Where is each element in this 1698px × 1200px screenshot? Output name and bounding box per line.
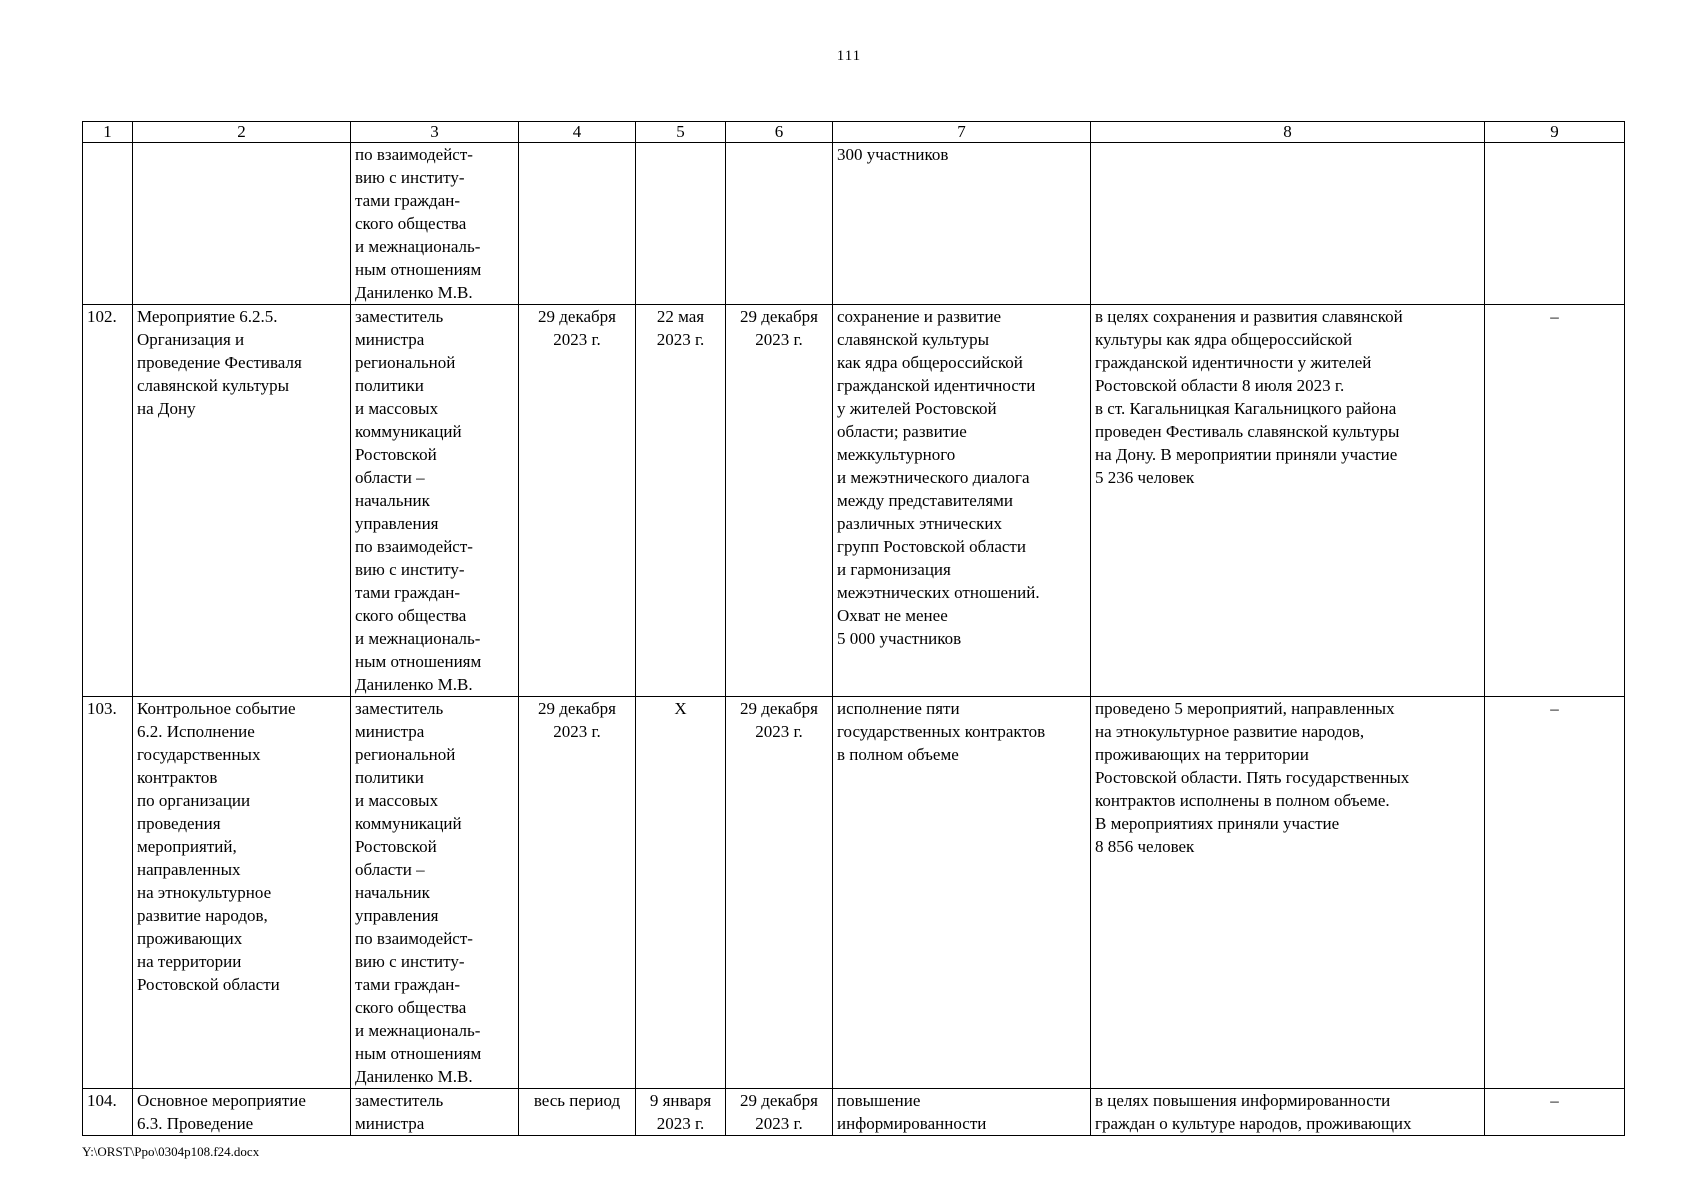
column-header: 3 <box>351 122 519 143</box>
actual-result-cell: проведено 5 мероприятий, направленных на этнокультурное развитие народов, проживающих на территории Ростовской области. Пять государственных контрактов исполнены в полном объеме. В мероприятиях приняли участие 8 856 человек <box>1091 697 1485 1089</box>
expected-result-cell: исполнение пяти государственных контрактов в полном объеме <box>833 697 1091 1089</box>
actual-end-cell: 29 декабря 2023 г. <box>726 305 833 697</box>
responsible-cell: заместитель министра региональной политики и массовых коммуникаций Ростовской области – начальник управления по взаимодейст- вию с институ- тами граждан- ского общества и межнациональ- ным отношениям Даниленко М.В. <box>351 305 519 697</box>
row-number-cell <box>83 143 133 305</box>
table-row <box>83 1089 1625 1136</box>
table-row <box>83 143 1625 305</box>
row-number-cell: 104. <box>83 1089 133 1136</box>
actual-result-cell <box>1091 143 1485 305</box>
notes-cell: – <box>1485 1089 1625 1136</box>
planned-date-cell: 29 декабря 2023 г. <box>519 305 636 697</box>
column-header: 8 <box>1091 122 1485 143</box>
column-header: 2 <box>133 122 351 143</box>
planned-date-cell <box>519 143 636 305</box>
expected-result-cell: сохранение и развитие славянской культуры как ядра общероссийской гражданской идентичности у жителей Ростовской области; развитие межкультурного и межэтнического диалога между представителями различных этнических групп Ростовской области и гармонизация межэтнических отношений. Охват не менее 5 000 участников <box>833 305 1091 697</box>
table-row <box>83 305 1625 697</box>
notes-cell: – <box>1485 305 1625 697</box>
notes-cell: – <box>1485 697 1625 1089</box>
event-cell <box>133 143 351 305</box>
responsible-cell: заместитель министра <box>351 1089 519 1136</box>
event-cell: Основное мероприятие 6.3. Проведение <box>133 1089 351 1136</box>
notes-cell <box>1485 143 1625 305</box>
column-header: 6 <box>726 122 833 143</box>
column-header: 1 <box>83 122 133 143</box>
column-header: 5 <box>636 122 726 143</box>
actual-start-cell: 9 января 2023 г. <box>636 1089 726 1136</box>
responsible-cell: заместитель министра региональной политики и массовых коммуникаций Ростовской области – начальник управления по взаимодейст- вию с институ- тами граждан- ского общества и межнациональ- ным отношениям Даниленко М.В. <box>351 697 519 1089</box>
column-number-row <box>83 122 1625 143</box>
event-cell: Контрольное событие 6.2. Исполнение государственных контрактов по организации проведения мероприятий, направленных на этнокультурное развитие народов, проживающих на территории Ростовской области <box>133 697 351 1089</box>
planned-date-cell: 29 декабря 2023 г. <box>519 697 636 1089</box>
expected-result-cell: повышение информированности <box>833 1089 1091 1136</box>
column-header: 7 <box>833 122 1091 143</box>
actual-end-cell <box>726 143 833 305</box>
planned-date-cell: весь период <box>519 1089 636 1136</box>
table-row <box>83 697 1625 1089</box>
row-number-cell: 103. <box>83 697 133 1089</box>
file-path-footer: Y:\ORST\Ppo\0304p108.f24.docx <box>82 1144 260 1159</box>
actual-result-cell: в целях сохранения и развития славянской культуры как ядра общероссийской гражданской идентичности у жителей Ростовской области 8 июля 2023 г. в ст. Кагальницкая Кагальницкого района проведен Фестиваль славянской культуры на Дону. В мероприятии приняли участие 5 236 человек <box>1091 305 1485 697</box>
report-table <box>82 121 1625 1136</box>
event-cell: Мероприятие 6.2.5. Организация и проведение Фестиваля славянской культуры на Дону <box>133 305 351 697</box>
page-number: 111 <box>836 48 862 64</box>
responsible-cell: по взаимодейст- вию с институ- тами граждан- ского общества и межнациональ- ным отношениям Даниленко М.В. <box>351 143 519 305</box>
actual-end-cell: 29 декабря 2023 г. <box>726 697 833 1089</box>
expected-result-cell: 300 участников <box>833 143 1091 305</box>
actual-result-cell: в целях повышения информированности граждан о культуре народов, проживающих <box>1091 1089 1485 1136</box>
column-header: 9 <box>1485 122 1625 143</box>
actual-end-cell: 29 декабря 2023 г. <box>726 1089 833 1136</box>
actual-start-cell <box>636 143 726 305</box>
row-number-cell: 102. <box>83 305 133 697</box>
actual-start-cell: 22 мая 2023 г. <box>636 305 726 697</box>
column-header: 4 <box>519 122 636 143</box>
actual-start-cell: Х <box>636 697 726 1089</box>
